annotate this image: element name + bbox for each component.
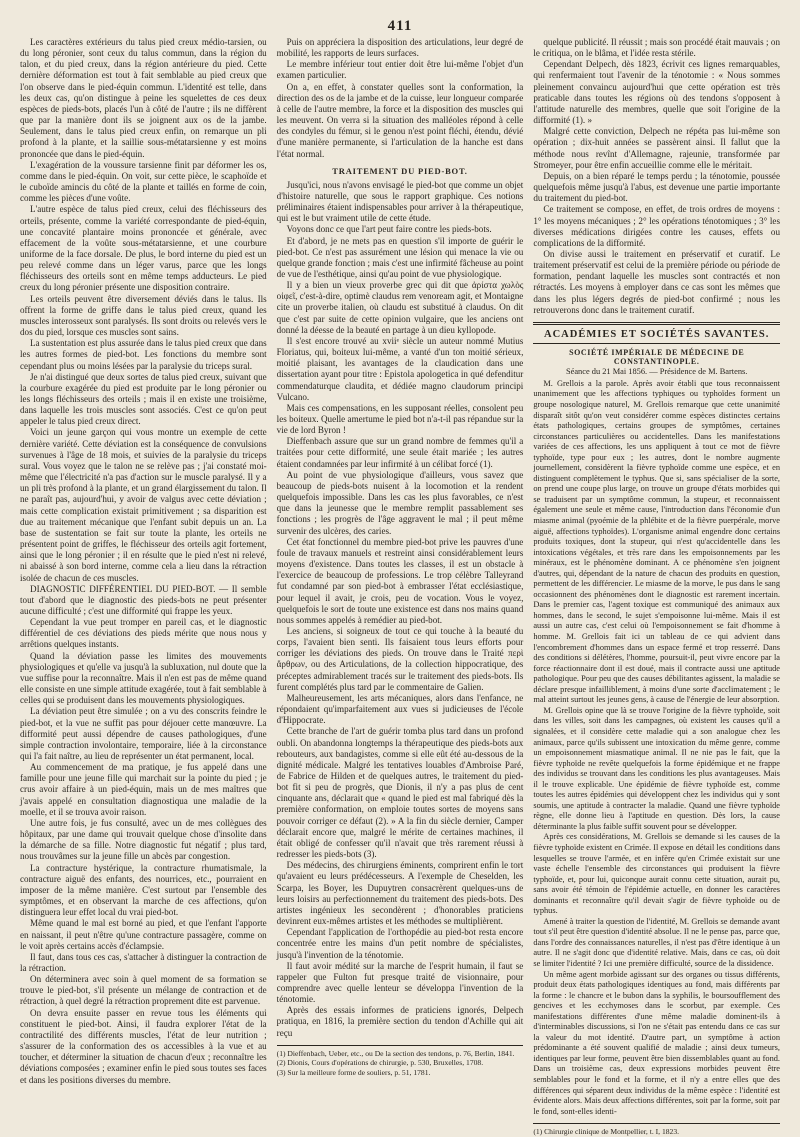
session-line: Séance du 21 Mai 1856. — Présidence de M. Bartens. — [565, 366, 748, 376]
column-2-body-part-1 — [277, 37, 524, 160]
column-2 — [277, 37, 524, 1105]
title-rule — [533, 343, 780, 344]
paragraph: Les caractères extérieurs du talus pied creux médio-tarsien, ou du long péronier, sont ceux du talus commun, dans la région du talon, et du pied creux, dans la région antérieure du pied. Cette dernière déformation est tout à fait semblable au pied creux que l'on observe dans le pied-équin commun. L'identité est telle, dans les deux cas, qu'on distingue à peine les squelettes de ces deux espèces de pieds-bots, placés l'un à côté de l'autre ; ils ne diffèrent que par la manière dont ils se joignent aux os de la jambe. Seulement, dans le talus pied creux enfin, on remarque un pli profond à la plante, et la saillie sous-métatarsienne y est moins prononcée que dans le pied-équin. — [20, 37, 267, 159]
column-2-body-part-2 — [277, 180, 524, 1039]
paragraph: Il y a bien un vieux proverbe grec qui dit que ἀρίστα χωλὸς οἰφεῖ, c'est-à-dire, optimè claudus rem venoream agit, et Montaigne cite un proverbe italien, où claudu est substitué à claudus. On dit que c'est par suite de cette opinion vulgaire, que les anciens ont donné la déesse de la beauté en partage à un dieu kyllopode. — [276, 280, 524, 335]
page-number: 411 — [387, 18, 413, 34]
paragraph: Jusqu'ici, nous n'avons envisagé le pied-bot que comme un objet d'histoire naturelle, que sous le rapport graphique. Ces notions préliminaires étaient indispensables pour arriver à la thérapeutique, qui est le but vraiment utile de cette étude. — [276, 179, 524, 224]
paragraph: (3) Sur la meilleure forme de souliers, p. 51, 1781. — [276, 1067, 431, 1077]
paragraph: Puis on appréciera la disposition des articulations, leur degré de mobilité, les rapports de leurs surfaces. — [276, 37, 524, 59]
paragraph: Des médecins, des chirurgiens éminents, comprirent enfin le tort qu'avaient eu leurs prédécesseurs. A l'exemple de Cheselden, les Scarpa, les Boyer, les Dupuytren consacrèrent quelques-uns de leurs loisirs au perfectionnement du traitement des pieds-bots. Des artistes ingénieux les secondèrent ; d'honorables praticiens devinrent eux-mêmes artistes et les méthodes se multiplièrent. — [276, 860, 524, 927]
text-columns — [20, 37, 781, 1137]
paragraph: Le membre inférieur tout entier doit être lui-même l'objet d'un examen particulier. — [276, 59, 524, 81]
paragraph: La sustentation est plus assurée dans le talus pied creux que dans les autres formes de pied-bot. Les fonctions du membre sont cependant plus ou moins lésées par la paralysie du triceps sural. — [20, 338, 267, 371]
paragraph: Cette branche de l'art de guérir tomba plus tard dans un profond oubli. On abandonna longtemps la thérapeutique des pieds-bots aux rebouteurs, aux bandagistes, comme si elle eût été au-dessous de la dignité médicale. Malgré les tentatives louables d'Ambroise Paré, de Fabrice de Hilden et de quelques autres, le traitement du pied-bot fit si peu de progrès, que Dionis, il n'y a pas plus de cent cinquante ans, déclarait que « quand le pied est mal fabriqué dès la première conformation, on emploie toutes sortes de moyens sans pouvoir corriger ce défaut (2). » A la fin du siècle dernier, Camper déclarait encore que, malgré le mérite de certaines machines, il était obligé de confesser qu'il n'avait que très rarement réussi à redresser les pieds-bots (3). — [276, 726, 524, 860]
paragraph: Depuis, on a bien réparé le temps perdu ; la ténotomie, poussée quelquefois même jusqu'à l'abus, est devenue une partie importante du traitement du pied-bot. — [533, 170, 781, 204]
paragraph: La contracture hystérique, la contracture rhumatismale, la contracture aiguë des enfants, des nourrices, etc., pourraient en imposer de la même manière. C'est surtout par l'ensemble des symptômes, et en observant la marche de ces affections, qu'on distinguera leur effet local du vrai pied-bot. — [20, 862, 267, 918]
paragraph: Voyons donc ce que l'art peut faire contre les pieds-bots. — [286, 224, 492, 235]
paragraph: Quand la déviation passe les limites des mouvements physiologiques et qu'elle va jusqu'à la subluxation, nul doute que la vue suffise pour la reconnaître. Mais il n'en est pas de même quand elle consiste en une simple attitude exagérée, tout à fait semblable à celles qui se produisent dans les mouvements physiologiques. — [20, 650, 267, 706]
paragraph: Après des essais informes de praticiens ignorés, Delpech pratiqua, en 1816, la première section du tendon d'Achille qui ait reçu — [276, 1005, 524, 1038]
paragraph: (1) Chirurgie clinique de Montpellier, t. I, 1823. — [533, 1127, 680, 1137]
paragraph: M. Grellois a la parole. Après avoir établi que tous reconnaissent unanimement que les affections typhiques ou typhoïdes forment un groupe nosologique naturel, M. Grellois remarque que cette unanimité disparaît sitôt qu'on veut considérer comme espèces distinctes certains états pathologiques, certains groupes de symptômes, certaines circonstances particulières ou accidentelles. Dans les manifestations variées de ces affections, les uns appliquent à tout ce mot de fièvre typhoïde, type pour eux ; les autres, dont le nombre augmente journellement, considèrent la fièvre typhoïde comme une espèce, et en distinguent complètement le typhus. Que si, sans spécialiser de la sorte, on prend une coupe plus large, on trouve un groupe d'états morbides qui se traduisent par un symptôme commun, la stupeur, et reconnaissent également une seule et même cause, l'introduction dans l'économie d'un miasme animal (pyoémie de la phlébite et de la fièvre puerpérale, morve aiguë, affections typhoïdes). L'organisme animal engendre donc certains produits toxiques, dont la stupeur, qui n'est qu'accidentelle dans les intoxications végétales, et très rare dans les empoisonnements par les minéraux, est le phénomène dominant. A ce phénomène s'en joignent d'autres, qui, dépendant de la nature de chacun des produits en question, permettent de les différencier. Le miasme de la morve, le pus dans le sang occasionnent des phénomènes dont le diagnostic est rarement incertain. Dans le premier cas, l'agent toxique est communiqué des animaux aux hommes, dans le second, le sujet s'empoisonne lui-même. Mais il est aussi un autre cas, c'est celui où l'empoisonnement se fait d'homme à homme. M. Grellois fait ici un tableau de ce qui advient dans l'encombrement d'hommes dans un espace fermé et trop resserré. Dans des conditions si délétères, l'homme, poursuit-il, peut vivre encore par la force réactionnaire dont il est doué, mais il contracte aussi une aptitude pathologique. Pour peu que des causes débilitantes agissent, la maladie se déclare presque infailliblement, à moins d'une sorte d'acclimatement ; le mal atteint surtout les jeunes gens, à cause de l'énergie de leur absorption. — [533, 378, 781, 705]
paragraph: L'autre espèce de talus pied creux, celui des fléchisseurs des orteils, présente, comme la variété correspondante de pied-équin, une concavité plantaire moins prononcée et générale, avec effacement de la voûte sous-métatarsienne, et une courbure uniforme de la face dorsale. De plus, le bord interne du pied est un peu relevé comme dans un léger varus, parce que les longs fléchisseurs des orteils sont en même temps adducteurs. Le pied creux du long péronier présente une disposition contraire. — [20, 204, 267, 293]
paragraph: L'exagération de la voussure tarsienne finit par déformer les os, comme dans le pied-équin. On voit, sur cette pièce, le scaphoïde et le cuboïde amincis du côté de la plante et taillés en forme de coin, comme les pièces d'une voûte. — [20, 159, 267, 204]
paragraph: Les anciens, si soigneux de tout ce qui touche à la beauté du corps, l'avaient bien senti. Ils faisaient tous leurs efforts pour corriger les déviations des pieds. On trouve dans le Traité περὶ ἄρθρων, ou des Articulations, de la collection hippocratique, des préceptes admirablement tracés sur le traitement des pieds-bots. Ils furent complétés plus tard par le commentaire de Galien. — [276, 625, 524, 692]
paragraph: Cependant Delpech, dès 1823, écrivit ces lignes remarquables, qui renfermaient tout l'avenir de la ténotomie : « Nous sommes pleinement convaincu aujourd'hui que cette opération est très praticable dans toutes les régions où des tendons s'opposent à l'attitude naturelle des membres, quelle que soit l'origine de la difformité (1). » — [533, 59, 781, 126]
paragraph: Amené à traiter la question de l'identité, M. Grellois se demande avant tout s'il peut être question d'identité absolue. Il ne le pense pas, parce que, dans l'ordre des connaissances naturelles, il n'est pas d'être identique à un autre. Il ne s'agit donc que d'identité relative. Mais, dans ce cas, où doit se limiter l'identité ? Ici une première difficulté, source de la dissidence. — [533, 916, 781, 968]
column-1 — [20, 37, 267, 1105]
section-divider — [533, 322, 780, 325]
paragraph: On déterminera avec soin à quel moment de sa formation se trouve le pied-bot, s'il présente un mélange de contraction et de rétraction, à quel degré la rétraction proprement dite est parvenue. — [20, 974, 267, 1007]
column-3-footnotes — [533, 1123, 780, 1137]
paragraph: Mais ces compensations, en les supposant réelles, consolent peu les boiteux. Quelle amertume le pied bot n'a-t-il pas répandue sur la vie de lord Byron ! — [276, 402, 524, 436]
paragraph: La déviation peut être simulée ; on a vu des conscrits feindre le pied-bot, et la vue ne suffit pas pour déjouer cette manœuvre. La difformité peut aussi dépendre de causes pathologiques, d'une simple contraction involontaire, temporaire, liée à la circonstance qui l'a fait naître, au lieu de représenter un état permanent, local. — [20, 706, 267, 761]
paragraph: Il faut, dans tous ces cas, s'attacher à distinguer la contraction de la rétraction. — [20, 951, 267, 973]
column-2-footnotes — [277, 1045, 524, 1078]
paragraph: DIAGNOSTIC DIFFÉRENTIEL DU PIED-BOT. — Il semble tout d'abord que le diagnostic des pieds-bots ne peut présenter aucune difficulté ; c'est une difformité qui frappe les yeux. — [20, 583, 267, 616]
paragraph: (1) Dieffenbach, Ueber, etc., ou De la section des tendons, p. 76, Berlin, 1841. — [276, 1048, 515, 1058]
paragraph: On divise aussi le traitement en préservatif et curatif. Le traitement préservatif est celui de la première période ou période de formation, pendant laquelle les muscles sont contractés et non rétractés. Les moyens à employer dans ce cas sont les mêmes que dans les plus légers degrés de pied-bot confirmé ; nous les retrouverons donc dans le traitement curatif. — [533, 248, 781, 315]
paragraph: Après ces considérations, M. Grellois se demande si les causes de la fièvre typhoïde existent en Crimée. Il expose en détail les conditions dans lesquelles se trouve l'armée, et en infère qu'en Crimée existait sur une vaste échelle l'ensemble des circonstances qui produisent la fièvre typhoïde, et, pour lui, quiconque aurait connu cette situation, aurait pu, sans avoir été témoin de l'épidémie actuelle, en donner les caractères dominants et reconnaître qu'il devait s'agir de fièvre typhoïde ou de typhus. — [533, 832, 781, 916]
paragraph: Je n'ai distingué que deux sortes de talus pied creux, suivant que la courbure exagérée du pied est produite par le long péronier ou les longs fléchisseurs des orteils ; mais il en existe une troisième, dans laquelle les trois muscles sont associés. C'est ce qu'on peut appeler le talus pied creux direct. — [20, 371, 267, 427]
paragraph: Malheureusement, les arts mécaniques, alors dans l'enfance, ne répondaient qu'imparfaitement aux vues si judicieuses de l'école d'Hippocrate. — [276, 692, 524, 726]
paragraph: Voici un jeune garçon qui vous montre un exemple de cette dernière variété. Cette déviation est la conséquence de convulsions survenues à l'âge de 18 mois, et suivies de la paralysie du triceps sural. Vous voyez que le talon ne se relève pas ; j'ai constaté moi-même que l'électricité n'a pas d'action sur le muscle paralysé. Il y a un pli très profond à la plante, et un grand élargissement du talon. Il ne paraît pas, aujourd'hui, y avoir de valgus avec cette déviation ; mais cette complication existait primitivement ; sa disparition est due au traitement mécanique que l'enfant subit depuis un an. La base de sustentation se fait sur toute la plante, les orteils ne présentent point de griffes, le fléchisseur des orteils agit fortement, ainsi que le long péronier ; il en résulte que le pied n'est ni relevé, ni abaissé à son bord interne, comme cela a lieu dans la rétraction isolée de chacun de ces muscles. — [20, 427, 267, 583]
column-3-society-report — [533, 379, 780, 1117]
paragraph: Cet état fonctionnel du membre pied-bot prive les pauvres d'une foule de travaux manuels et restreint ainsi considérablement leurs moyens d'existence. Dans toutes les classes, il est un obstacle à l'exercice de beaucoup de professions. Le trop célèbre Talleyrand fut condamné par son pied-bot à embrasser l'état ecclésiastique, pour lequel il avait, je crois, peu de vocation. Vous le voyez, quelquefois le sort de toute une existence est dans nos mains quand nous sommes appelés à remédier au pied-bot. — [276, 536, 524, 625]
paragraph: M. Grellois opine que là se trouve l'origine de la fièvre typhoïde, soit dans les villes, soit dans les campagnes, où existent les causes qu'il a signalées, et il considère cette maladie qui a son analogue chez les animaux, parce qu'ils subissent une intoxication du même genre, comme un empoisonnement miasmatique animal. Il ne nie pas le fait, que la fièvre typhoïde ne revête quelquefois la forme épidémique et ne frappe des individus se trouvant dans les conditions les plus avantageuses. Mais il le trouve explicable. Une épidémie de fièvre typhoïde est, comme toutes les autres épidémies qui développent chez les individus qui y sont soumis, une aptitude à contracter la maladie. Quand une fièvre typhoïde règne, elle donne lieu à l'aptitude en question. Dès lors, la cause déterminante la plus faible suffit souvent pour se développer. — [533, 705, 781, 831]
society-title: SOCIÉTÉ IMPÉRIALE DE MÉDECINE DE CONSTANTINOPLE. — [569, 347, 745, 366]
paragraph: (2) Dionis, Cours d'opérations de chirurgie, p. 530, Bruxelles, 1708. — [276, 1058, 484, 1068]
paragraph: Les orteils peuvent être diversement déviés dans le talus. Ils offrent la forme de griffe dans le talus pied creux, quand les muscles interosseux sont paralysés. Ils sont droits ou relevés vers le dos du pied, lorsque ces muscles sont sains. — [20, 293, 267, 338]
paragraph: Cependant l'application de l'orthopédie au pied-bot resta encore concentrée entre les mains d'un petit nombre de spécialistes, jusqu'à l'invention de la ténotomie. — [276, 927, 524, 960]
academies-title: ACADÉMIES ET SOCIÉTÉS SAVANTES. — [544, 328, 770, 340]
paragraph: On a, en effet, à constater quelles sont la conformation, la direction des os de la jambe et de la cuisse, leur longueur comparée à celle de l'autre membre, la force et la disposition des muscles qui les meuvent. On verra si la situation des malléoles répond à celle des condyles du fémur, si le genou n'est point fléchi, étendu, dévié d'une manière permanente, si l'articulation de la hanche est dans l'état normal. — [276, 81, 524, 159]
paragraph: quelque publicité. Il réussit ; mais son procédé était mauvais ; on le critiqua, on le blâma, et l'idée resta stérile. — [533, 37, 781, 59]
paragraph: Et d'abord, je ne mets pas en question s'il importe de guérir le pied-bot. Ce n'est pas assurément une lésion qui menace la vie ou quelque grande fonction ; mais c'est une infirmité fâcheuse au point de vue de l'esthétique, ainsi qu'au point de vue physiologique. — [276, 235, 524, 279]
paragraph: Il s'est encore trouvé au xviiᵉ siècle un auteur nommé Mutius Floriatus, qui, boiteux lui-même, a vanté d'un ton moitié sérieux, moitié plaisant, les avantages de la claudication dans une dissertation ayant pour titre : Epistola apologetica in qué defenditur commendaturque claudita, et dédiée magno claudorum principi Vulcano. — [276, 335, 524, 402]
paragraph: Au point de vue physiologique d'ailleurs, vous savez que beaucoup de pieds-bots nuisent à la locomotion et la rendent quelquefois impossible. Dans les cas les plus favorables, ce n'est que dans la jeunesse que le membre remplit passablement ses fonctions ; les progrès de l'âge aggravent le mal ; il peut même survenir des ulcères, des caries. — [276, 469, 524, 536]
column-3-body — [533, 37, 780, 316]
paragraph: Malgré cette conviction, Delpech ne répéta pas lui-même son opération ; dix-huit années se passèrent ainsi. Il fallut que la méthode nous revînt d'Allemagne, rajeunie, transformée par Stromeyer, pour être enfin accueillie comme elle le méritait. — [533, 126, 781, 170]
paragraph: Il faut avoir médité sur la marche de l'esprit humain, il faut se rappeler que Fulton fut presque traité de visionnaire, pour comprendre avec quelle lenteur se développa l'invention de la ténotomie. — [276, 960, 524, 1005]
paragraph: Même quand le mal est borné au pied, et que l'enfant l'apporte en naissant, il peut n'être qu'une contracture passagère, comme on le voit après certains accès d'éclampsie. — [20, 918, 267, 951]
paragraph: Dieffenbach assure que sur un grand nombre de femmes qu'il a traitées pour cette difformité, une seule était mariée ; les autres étaient condamnées par leur infirmité à un célibat forcé (1). — [276, 436, 524, 469]
column-3 — [533, 37, 781, 1137]
paragraph: Un même agent morbide agissant sur des organes ou tissus différents, produit deux états pathologiques identiques au fond, mais différents par la forme : le chancre et le bubon dans la syphilis, le boursoufflement des gencives et les ecchymoses dans le scorbut, par exemple. Ces manifestations différentes d'une même maladie dominent-ils à d'interminables discussions, si l'on ne s'était pas entendu dans ce cas sur la valeur du mot identité. D'autre part, un symptôme à action prédominante a été souvent qualifié de maladie ; ainsi deux tumeurs, identiques par leur forme, peuvent être bien dissemblables quant au fond. Dans un troisième cas, deux expressions morbides peuvent être semblables pour le fond et la forme, et il n'y a entre elles que des différences qui séparent deux individus de la même espèce : l'identité est évidente alors. Mais deux affections différentes, soit par la forme, soit par le fond, sont-elles identi- — [533, 969, 781, 1116]
paragraph: Au commencement de ma pratique, je fus appelé dans une famille pour une jeune fille qui marchait sur la pointe du pied ; je crus avoir affaire à un pied-équin, mais un de mes maîtres que j'avais appelé en consultation diagnostiqua une maladie de la moelle, et il se trouva avoir raison. — [20, 762, 267, 817]
paragraph: Une autre fois, je fus consulté, avec un de mes collègues des hôpitaux, par une dame qui trouvait quelque chose d'insolite dans la démarche de sa fille. Notre diagnostic fut négatif ; plus tard, nous trouvâmes sur la jeune fille un abcès par congestion. — [20, 817, 267, 862]
paragraph: Cependant la vue peut tromper en pareil cas, et le diagnostic différentiel de ces déviations des pieds mérite que nous nous y arrêtions quelques instants. — [20, 617, 267, 650]
paragraph: Ce traitement se compose, en effet, de trois ordres de moyens : 1° les moyens mécaniques ; 2° les opérations ténotomiques ; 3° les diverses médications dirigées contre les causes, effets ou complications de la difformité. — [533, 204, 781, 248]
column-1-body — [20, 37, 267, 1086]
section-title-treatment: TRAITEMENT DU PIED-BOT. — [332, 165, 468, 176]
paragraph: On devra ensuite passer en revue tous les éléments qui constituent le pied-bot. Ainsi, il faudra explorer l'état de la contractilité des différents muscles, l'état de leur nutrition ; s'assurer de la conformation des os accessibles à la vue et au toucher, et déterminer la situation de chacun d'eux ; reconnaître les déviations composées ; examiner enfin le pied sous toutes ses faces et dans les positions diverses du membre. — [20, 1007, 267, 1085]
